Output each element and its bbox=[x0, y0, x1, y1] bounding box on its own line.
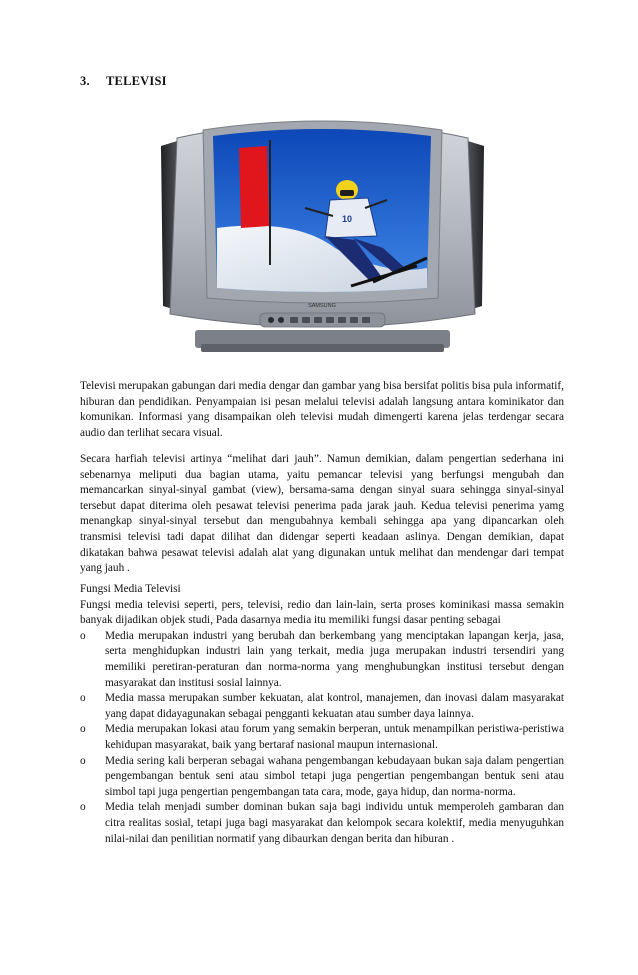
heading-title: TELEVISI bbox=[106, 74, 167, 88]
list-item-text: Media massa merupakan sumber kekuatan, alat kontrol, manajemen, dan inovasi dalam masyarakat yang dapat didayagunakan sebagai pengganti kekuatan atau sumber daya lainnya. bbox=[105, 692, 564, 720]
bullet-icon: o bbox=[80, 723, 86, 736]
bullet-icon: o bbox=[80, 629, 86, 642]
bullet-icon: o bbox=[80, 801, 86, 814]
paragraph-definition bbox=[80, 452, 564, 577]
list-item bbox=[80, 629, 564, 691]
section-title: Fungsi Media Televisi bbox=[80, 583, 181, 595]
paragraph-intro bbox=[80, 379, 564, 441]
list-item-text: Media sering kali berperan sebagai wahana pengembangan kebudayaan bukan saja dalam pengertian pengembangan bentuk seni atau simbol tetapi juga pengertian pengembangan bentuk seni atau simbol tapi juga pengertian pengembangan tata cara, mode, gaya hidup, dan norma-norma. bbox=[105, 754, 564, 798]
list-item bbox=[80, 800, 564, 847]
heading-number: 3. bbox=[80, 74, 90, 88]
list-item-text: Media merupakan lokasi atau forum yang semakin berperan, untuk menampilkan peristiwa-peristiwa kehidupan masyarakat, baik yang bertaraf nasional maupun internasional. bbox=[105, 723, 564, 751]
bullet-icon: o bbox=[80, 754, 86, 767]
bullet-icon: o bbox=[80, 692, 86, 705]
tv-brand: SAMSUNG bbox=[308, 303, 336, 309]
paragraph-text: Televisi merupakan gabungan dari media dengar dan gambar yang bisa bersifat politis bisa pula informatif, hiburan dan pendidikan. Penyampaian isi pesan melalui televisi adalah langsung antara kominikator dan komunikan. Informasi yang disampaikan oleh televisi mudah dimengerti karena jelas terdengar secara audio dan terlihat secara visual. bbox=[80, 380, 564, 439]
list-item-text: Media telah menjadi sumber dominan bukan saja bagi individu untuk memperoleh gambaran dan citra realitas sosial, tetapi juga bagi masyarakat dan kelompok secara kolektif, media menyuguhkan nilai-nilai dan penilitian normatif yang dibaurkan dengan berita dan hiburan . bbox=[105, 801, 564, 845]
bib-number: 10 bbox=[341, 214, 353, 224]
red-flag bbox=[239, 146, 269, 228]
list-item bbox=[80, 754, 564, 801]
list-item-text: Media merupakan industri yang berubah dan berkembang yang menciptakan lapangan kerja, jasa, serta menghidupkan industri lain yang terkait, media juga merupakan industri tersendiri yang memiliki peretiran-peraturan dan norma-norma yang menghubungkan institusi tersebut dengan masyarakat dan institusi sosial lainnya. bbox=[105, 629, 564, 689]
section-intro: Fungsi media televisi seperti, pers, televisi, redio dan lain-lain, serta proses kominikasi massa semakin banyak dijadikan objek studi, Pada dasarnya media itu memiliki fungsi dasar penting sebagai bbox=[80, 598, 564, 627]
flag-pole bbox=[269, 140, 271, 265]
functions-list bbox=[80, 629, 564, 847]
list-item bbox=[80, 691, 564, 722]
section-heading bbox=[80, 74, 167, 89]
list-item bbox=[80, 722, 564, 753]
paragraph-text: Secara harfiah televisi artinya “melihat dari jauh”. Namun demikian, dalam pengertian sederhana ini sebenarnya meliputi dua bagian utama, yaitu pemancar televisi yang berfungsi mengubah dan memancarkan sinyal-sinyal gambat (view), bersama-sama dengan sinyal suara sehingga sinyal-sinyal tersebut dapat diterima oleh pesawat televisi penerima pada jarak jauh. Kedua televisi penerima yamg menangkap sinyal-sinyal tersebut dan mengubahnya kembali sehingga apa yang dipancarkan oleh transmisi televisi tadi dapat dilihat dan didengar seperti keadaan aslinya. Dengan demikian, dapat dikatakan bahwa pesawat televisi adalah alat yang digunakan untuk melihat dan mendengar dari tempat yang jauh . bbox=[80, 453, 564, 575]
television-image bbox=[155, 108, 490, 366]
functions-section bbox=[80, 582, 564, 847]
power-button-icon bbox=[268, 317, 274, 323]
